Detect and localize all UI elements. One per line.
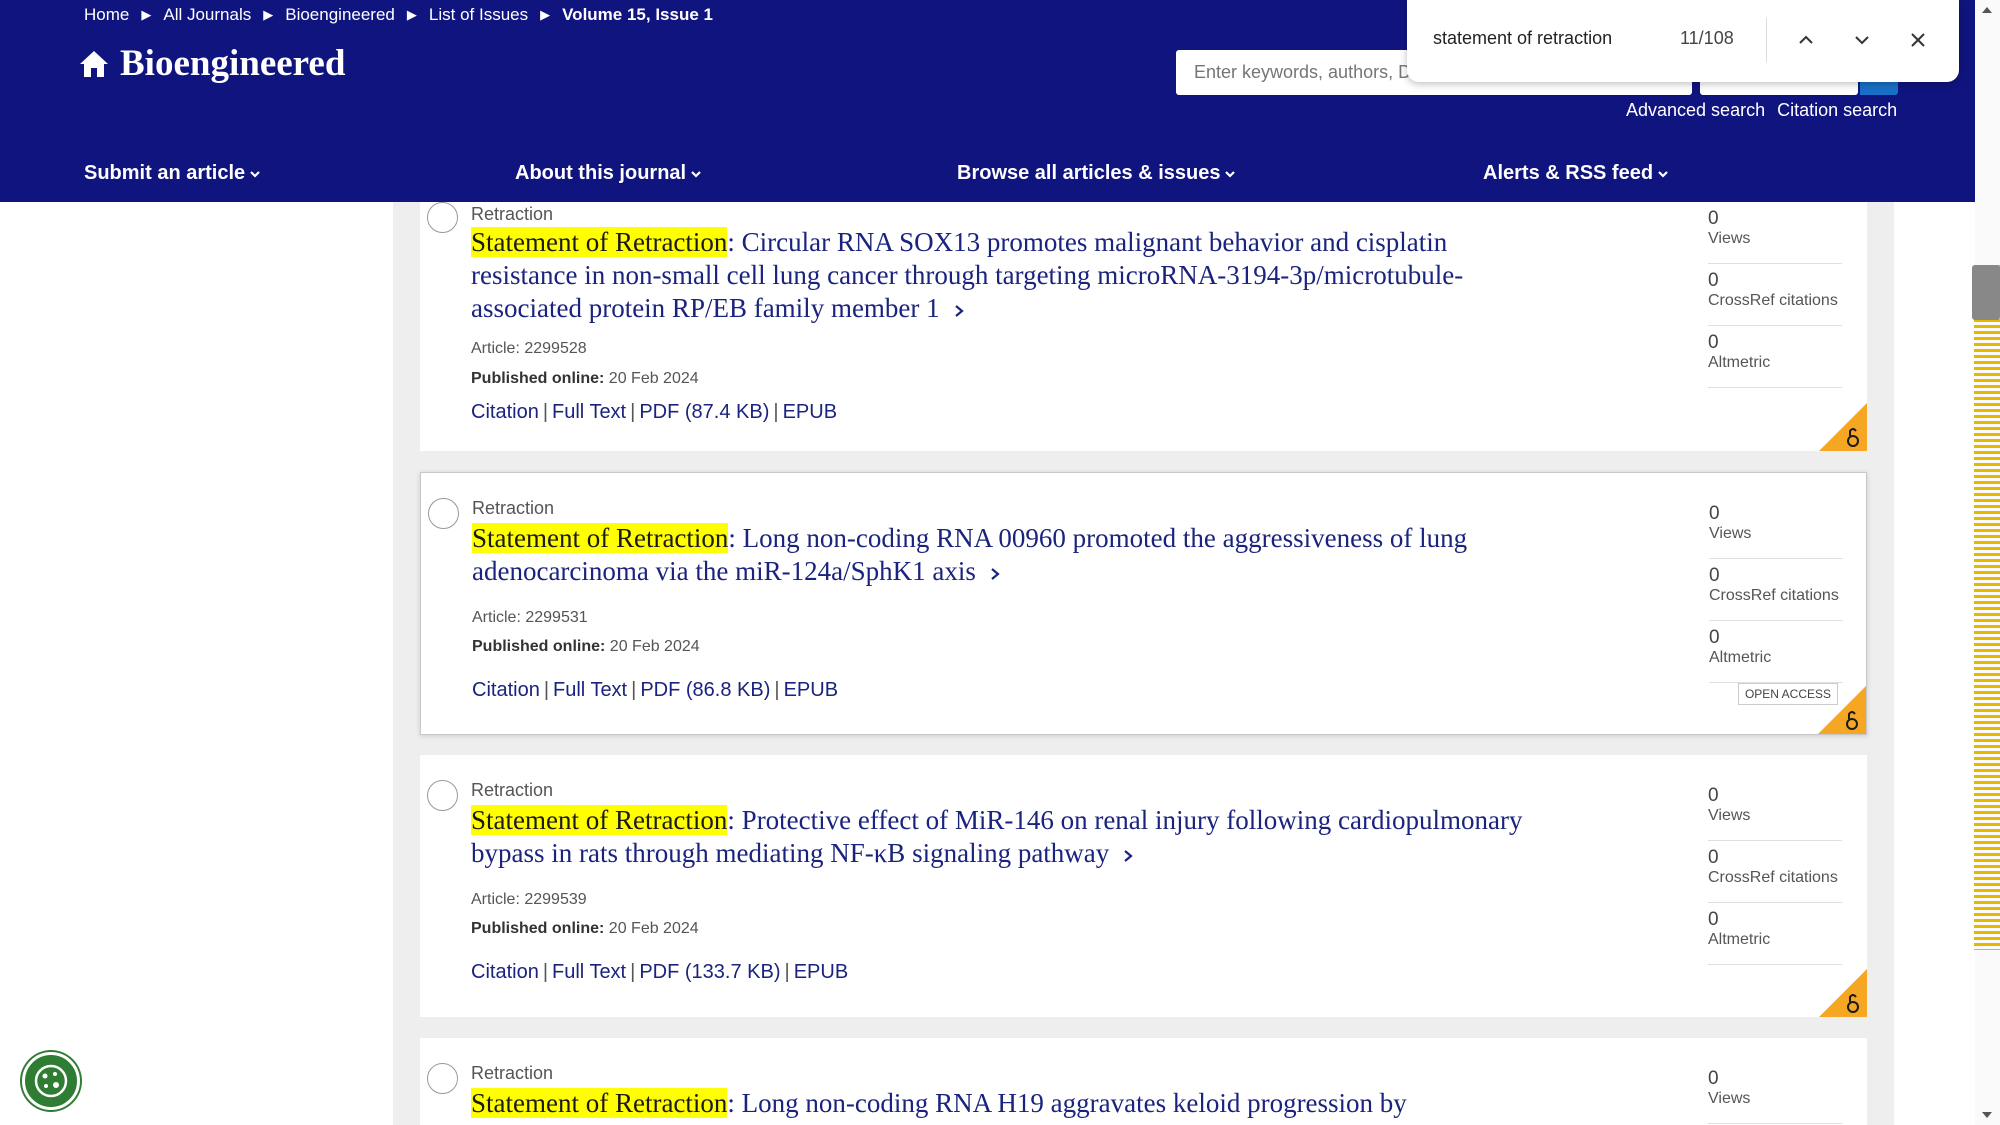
metric-value: 0 [1709,627,1720,648]
published-label: Published online: [472,638,606,655]
chevron-right-icon [1121,848,1135,864]
citation-link[interactable]: Citation [471,961,539,983]
article-number: Article: 2299539 [471,891,587,908]
metric-label: Views [1708,230,1751,247]
epub-link[interactable]: EPUB [783,679,839,701]
link-separator: | [542,401,549,423]
article-title-text: : Circular RNA SOX13 promotes malignant behavior and cisplatin resistance in non-small cell lung cancer through targeting microRNA-3194-3p/microtubule-associated protein RP/EB family member 1 [471,227,1464,323]
article-select-checkbox[interactable] [428,498,459,529]
article-title-text: : Long non-coding RNA 00960 promoted the aggressiveness of lung adenocarcinoma via the miR-124a/SphK1 axis [472,523,1468,586]
cookie-icon [31,1061,71,1101]
find-query[interactable]: statement of retraction [1433,28,1613,48]
nav-label: Browse all articles & issues [957,162,1221,184]
article-title-text: : Protective effect of MiR-146 on renal injury following cardiopulmonary bypass in rats through mediating NF-κB signaling pathway [471,805,1523,868]
link-separator: | [630,401,636,423]
article-type: Retraction [471,204,554,224]
metric-views [1708,202,1842,264]
metric-crossref [1709,559,1843,621]
metric-altmetric [1708,326,1842,388]
metric-value: 0 [1709,565,1720,586]
article-metrics [1708,779,1842,965]
find-previous-button[interactable] [1791,25,1821,55]
breadcrumb-list-of-issues[interactable]: List of Issues [428,5,529,24]
breadcrumb-home[interactable]: Home [84,5,130,24]
breadcrumb [84,5,713,25]
article-title[interactable] [472,522,1532,588]
article-card [420,202,1867,451]
open-access-lock-icon [1818,686,1866,734]
breadcrumb-all-journals[interactable]: All Journals [163,5,252,24]
metric-label: Views [1708,807,1751,824]
nav-label: About this journal [515,162,687,184]
find-close-button[interactable] [1903,25,1933,55]
find-match-count: 11/108 [1680,28,1734,48]
main-nav [0,162,1975,190]
chevron-down-icon [1224,168,1236,180]
citation-link[interactable]: Citation [472,679,540,701]
nav-browse-articles[interactable] [957,162,1236,185]
chevron-up-icon [1797,31,1815,49]
pdf-link[interactable]: PDF (133.7 KB) [639,961,781,983]
metric-value: 0 [1708,270,1719,291]
article-links [471,961,848,984]
article-type: Retraction [471,1063,554,1083]
published-date: 20 Feb 2024 [608,370,699,387]
scroll-down-arrow-icon[interactable] [1981,1110,1993,1120]
article-title-text: : Long non-coding RNA H19 aggravates keloid progression by [727,1088,1407,1118]
nav-about-journal[interactable] [515,162,702,185]
metric-views [1708,779,1842,841]
metric-label: Views [1708,1090,1751,1107]
article-type: Retraction [472,498,555,518]
chevron-down-icon [690,168,702,180]
article-title[interactable] [471,1087,1531,1120]
citation-search-link[interactable]: Citation search [1777,100,1898,120]
link-separator: | [542,961,549,983]
metric-value: 0 [1708,332,1719,353]
published-online [471,370,699,388]
article-card [420,755,1867,1017]
metric-value: 0 [1708,909,1719,930]
article-select-checkbox[interactable] [427,1063,458,1094]
metric-views [1708,1062,1842,1124]
home-icon [78,49,110,79]
published-online [471,920,699,938]
nav-submit-article[interactable] [84,162,261,185]
metric-value: 0 [1708,847,1719,868]
metric-crossref [1708,264,1842,326]
epub-link[interactable]: EPUB [793,961,849,983]
metric-label: Views [1709,525,1752,542]
nav-label: Alerts & RSS feed [1483,162,1654,184]
link-separator: | [773,401,779,423]
metric-value: 0 [1708,208,1719,229]
citation-link[interactable]: Citation [471,401,539,423]
link-separator: | [543,679,550,701]
article-metrics [1708,1062,1842,1124]
article-metrics [1709,497,1843,683]
chevron-down-icon [1657,168,1669,180]
scrollbar-thumb[interactable] [1972,265,2000,320]
pdf-link[interactable]: PDF (87.4 KB) [639,401,770,423]
link-separator: | [774,679,780,701]
find-highlight: Statement of Retraction [471,805,728,835]
full-text-link[interactable]: Full Text [552,961,627,983]
metric-value: 0 [1709,503,1720,524]
metric-value: 0 [1708,785,1719,806]
metric-views [1709,497,1843,559]
metric-altmetric [1708,903,1842,965]
find-next-button[interactable] [1847,25,1877,55]
article-type: Retraction [471,780,554,800]
published-label: Published online: [471,370,605,387]
metric-label: Altmetric [1708,931,1771,948]
link-separator: | [630,961,636,983]
find-in-page-bar [1407,0,1959,82]
search-links [1626,100,1897,121]
article-title[interactable] [471,804,1531,870]
metric-altmetric [1709,621,1843,683]
nav-alerts-rss[interactable] [1483,162,1669,185]
find-match-markers [1974,265,2000,950]
open-access-lock-icon [1819,969,1867,1017]
find-divider [1766,18,1767,62]
chevron-down-icon [249,168,261,180]
breadcrumb-separator-icon: ▶ [141,7,152,22]
article-card [420,1038,1867,1125]
metric-label: Altmetric [1709,649,1772,666]
breadcrumb-journal[interactable]: Bioengineered [285,5,395,24]
journal-brand[interactable] [78,42,345,85]
breadcrumb-separator-icon: ▶ [406,7,417,22]
find-highlight: Statement of Retraction [471,227,728,257]
epub-link[interactable]: EPUB [782,401,838,423]
link-separator: | [631,679,637,701]
metric-label: Altmetric [1708,354,1771,371]
close-icon [1909,31,1927,49]
metric-label: CrossRef citations [1708,869,1838,886]
article-metrics [1708,202,1842,388]
breadcrumb-separator-icon: ▶ [263,7,274,22]
published-date: 20 Feb 2024 [608,920,699,937]
link-separator: | [784,961,790,983]
metric-label: CrossRef citations [1709,587,1839,604]
article-links [472,679,838,702]
full-text-link[interactable]: Full Text [553,679,628,701]
metric-label: CrossRef citations [1708,292,1838,309]
article-select-checkbox[interactable] [427,202,458,233]
chevron-right-icon [952,303,966,319]
find-highlight: Statement of Retraction [471,1088,728,1118]
metric-crossref [1708,841,1842,903]
breadcrumb-current-issue: Volume 15, Issue 1 [562,5,713,24]
find-highlight: Statement of Retraction [472,523,729,553]
article-links [471,401,837,424]
chevron-right-icon [988,566,1002,582]
published-label: Published online: [471,920,605,937]
journal-title: Bioengineered [120,43,346,84]
chevron-down-icon [1853,31,1871,49]
open-access-badge: OPEN ACCESS [1738,683,1838,705]
full-text-link[interactable]: Full Text [552,401,627,423]
open-access-lock-icon [1819,403,1867,451]
published-date: 20 Feb 2024 [609,638,700,655]
article-number: Article: 2299528 [471,340,587,357]
advanced-search-link[interactable]: Advanced search [1626,100,1766,120]
article-select-checkbox[interactable] [427,780,458,811]
pdf-link[interactable]: PDF (86.8 KB) [640,679,771,701]
article-number: Article: 2299531 [472,609,588,626]
article-card [420,472,1867,735]
published-online [472,638,700,656]
breadcrumb-separator-icon: ▶ [540,7,551,22]
nav-label: Submit an article [84,162,246,184]
cookie-settings-button[interactable] [22,1052,80,1110]
scroll-up-arrow-icon[interactable] [1981,5,1993,15]
article-title[interactable] [471,226,1531,325]
metric-value: 0 [1708,1068,1719,1089]
